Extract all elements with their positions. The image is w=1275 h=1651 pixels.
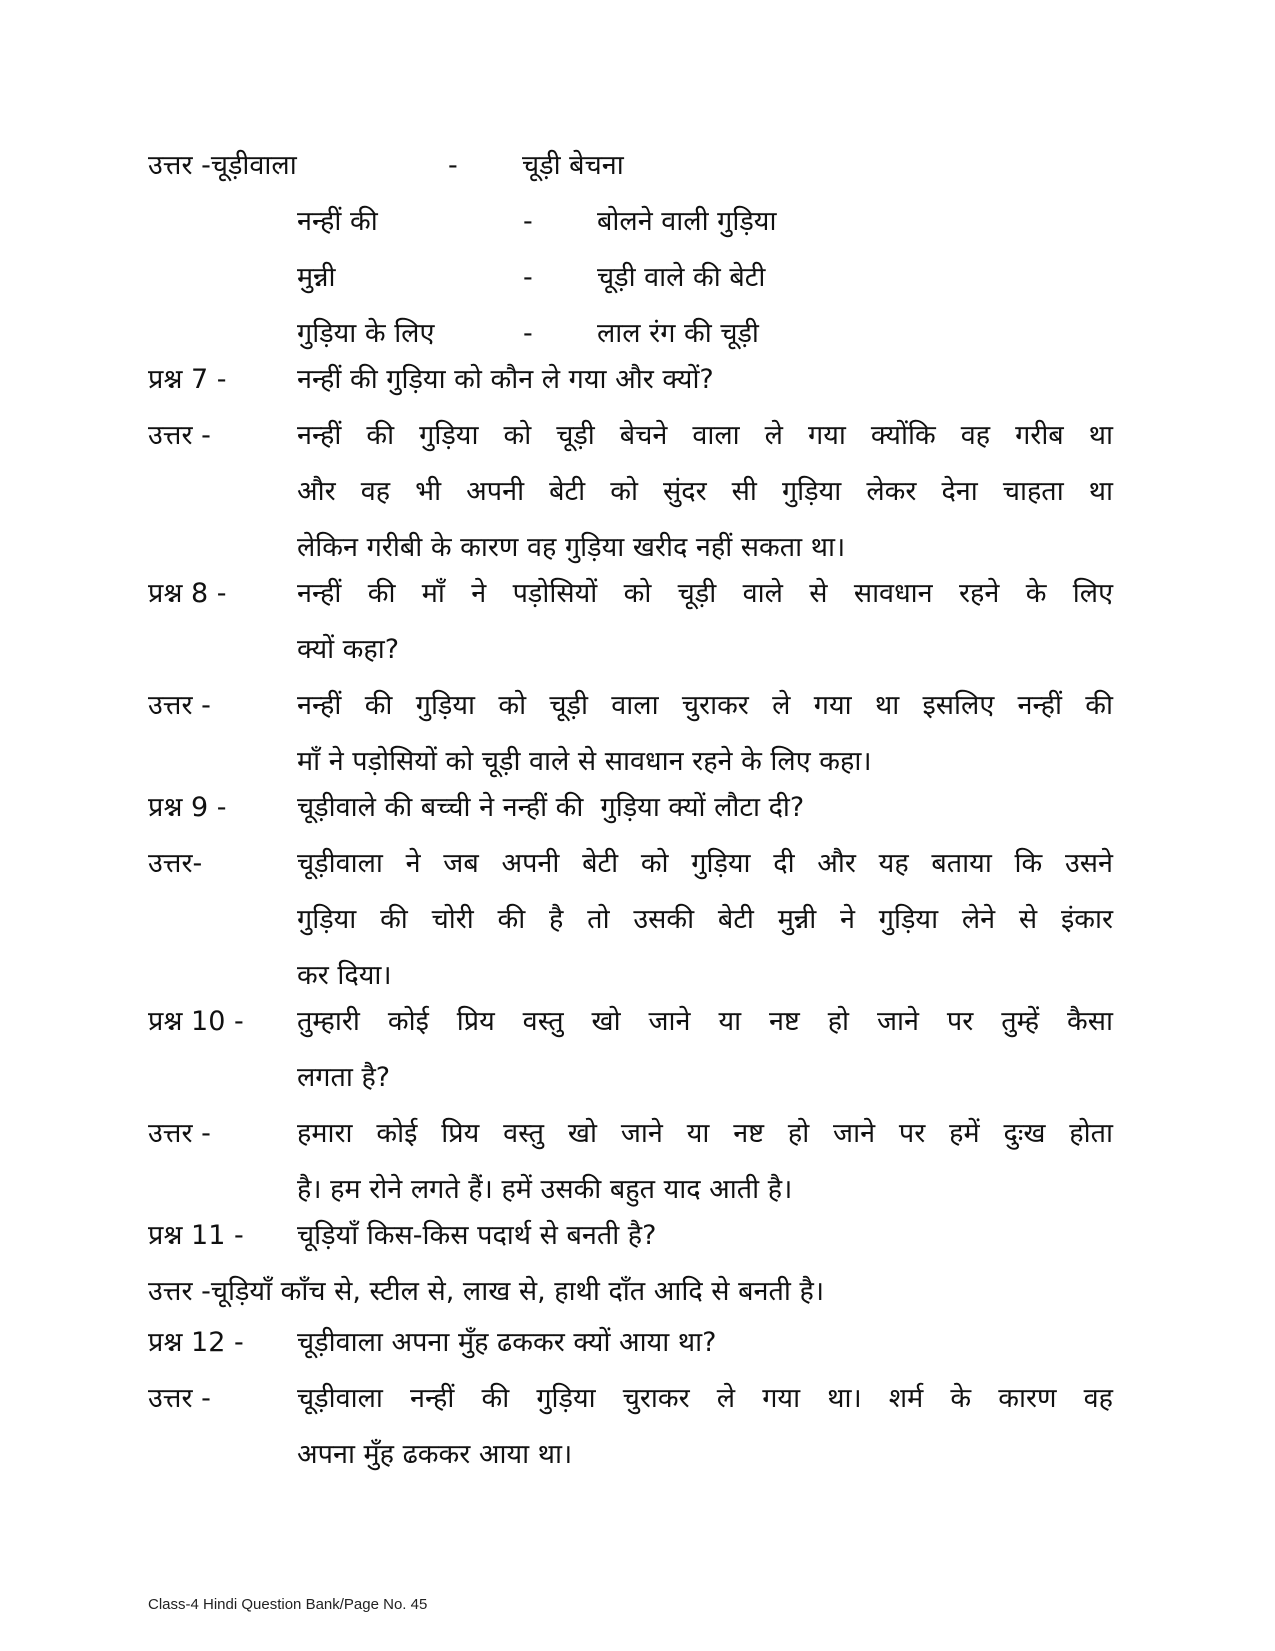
matching-dash: - bbox=[523, 262, 533, 293]
question-12 bbox=[148, 1315, 1113, 1483]
question-text: लगता है? bbox=[297, 1062, 391, 1093]
matching-right: चूड़ी वाले की बेटी bbox=[597, 262, 766, 293]
matching-left: गुड़िया के लिए bbox=[297, 318, 435, 349]
matching-answer-label: उत्तर -चूड़ीवाला bbox=[148, 150, 297, 181]
matching-dash: - bbox=[448, 150, 458, 181]
answer-label: उत्तर- bbox=[148, 848, 203, 879]
question-label: प्रश्न 8 - bbox=[148, 578, 227, 609]
answer-line: अपना मुँह ढककर आया था। bbox=[297, 1439, 573, 1470]
matching-row bbox=[148, 138, 1113, 194]
question-10 bbox=[148, 994, 1113, 1218]
question-9 bbox=[148, 780, 1113, 1004]
question-text: नन्हीं की गुड़िया को कौन ले गया और क्यों? bbox=[297, 364, 714, 395]
question-text: चूड़ीवाला अपना मुँह ढककर क्यों आया था? bbox=[297, 1327, 717, 1358]
question-7 bbox=[148, 352, 1113, 576]
matching-right: बोलने वाली गुड़िया bbox=[597, 206, 777, 237]
answer-label: उत्तर - bbox=[148, 690, 211, 721]
answer-line: हमारा कोई प्रिय वस्तु खो जाने या नष्ट हो जाने पर हमें दुःख होता bbox=[297, 1118, 1113, 1149]
matching-left: नन्हीं की bbox=[297, 206, 378, 237]
answer-label: उत्तर - bbox=[148, 420, 211, 451]
question-label: प्रश्न 7 - bbox=[148, 364, 227, 395]
page-footer: Class-4 Hindi Question Bank/Page No. 45 bbox=[148, 1596, 428, 1613]
answer-line: माँ ने पड़ोसियों को चूड़ी वाले से सावधान रहने के लिए कहा। bbox=[297, 746, 872, 777]
matching-right: लाल रंग की चूड़ी bbox=[597, 318, 759, 349]
question-label: प्रश्न 9 - bbox=[148, 792, 227, 823]
matching-right: चूड़ी बेचना bbox=[522, 150, 624, 181]
question-text: तुम्हारी कोई प्रिय वस्तु खो जाने या नष्ट हो जाने पर तुम्हें कैसा bbox=[297, 1006, 1113, 1037]
answer-line: नन्हीं की गुड़िया को चूड़ी वाला चुराकर ले गया था इसलिए नन्हीं की bbox=[297, 690, 1113, 721]
question-label: प्रश्न 12 - bbox=[148, 1327, 244, 1358]
question-label: प्रश्न 11 - bbox=[148, 1220, 244, 1251]
answer-label: उत्तर - bbox=[148, 1383, 211, 1414]
matching-row bbox=[148, 194, 1113, 250]
matching-dash: - bbox=[523, 206, 533, 237]
answer-line: चूड़ीवाला ने जब अपनी बेटी को गुड़िया दी और यह बताया कि उसने bbox=[297, 848, 1113, 879]
matching-answer bbox=[148, 138, 1113, 362]
question-11 bbox=[148, 1208, 1113, 1320]
answer-line: उत्तर -चूड़ियाँ काँच से, स्टील से, लाख से, हाथी दाँत आदि से बनती है। bbox=[148, 1276, 825, 1307]
answer-line: कर दिया। bbox=[297, 960, 392, 991]
answer-line: लेकिन गरीबी के कारण वह गुड़िया खरीद नहीं सकता था। bbox=[297, 532, 846, 563]
answer-line: गुड़िया की चोरी की है तो उसकी बेटी मुन्नी ने गुड़िया लेने से इंकार bbox=[297, 904, 1113, 935]
question-text: चूड़ियाँ किस-किस पदार्थ से बनती है? bbox=[297, 1220, 657, 1251]
question-label: प्रश्न 10 - bbox=[148, 1006, 244, 1037]
answer-line: नन्हीं की गुड़िया को चूड़ी बेचने वाला ले गया क्योंकि वह गरीब था bbox=[297, 420, 1113, 451]
question-text: चूड़ीवाले की बच्ची ने नन्हीं की गुड़िया क्यों लौटा दी? bbox=[297, 792, 805, 823]
matching-left: मुन्नी bbox=[297, 262, 336, 293]
question-text: क्यों कहा? bbox=[297, 634, 400, 665]
answer-line: है। हम रोने लगते हैं। हमें उसकी बहुत याद आती है। bbox=[297, 1174, 793, 1205]
question-text: नन्हीं की माँ ने पड़ोसियों को चूड़ी वाले से सावधान रहने के लिए bbox=[297, 578, 1113, 609]
matching-row bbox=[148, 250, 1113, 306]
answer-line: और वह भी अपनी बेटी को सुंदर सी गुड़िया लेकर देना चाहता था bbox=[297, 476, 1113, 507]
answer-label: उत्तर - bbox=[148, 1118, 211, 1149]
answer-line: चूड़ीवाला नन्हीं की गुड़िया चुराकर ले गया था। शर्म के कारण वह bbox=[297, 1383, 1113, 1414]
question-8 bbox=[148, 566, 1113, 790]
matching-dash: - bbox=[523, 318, 533, 349]
